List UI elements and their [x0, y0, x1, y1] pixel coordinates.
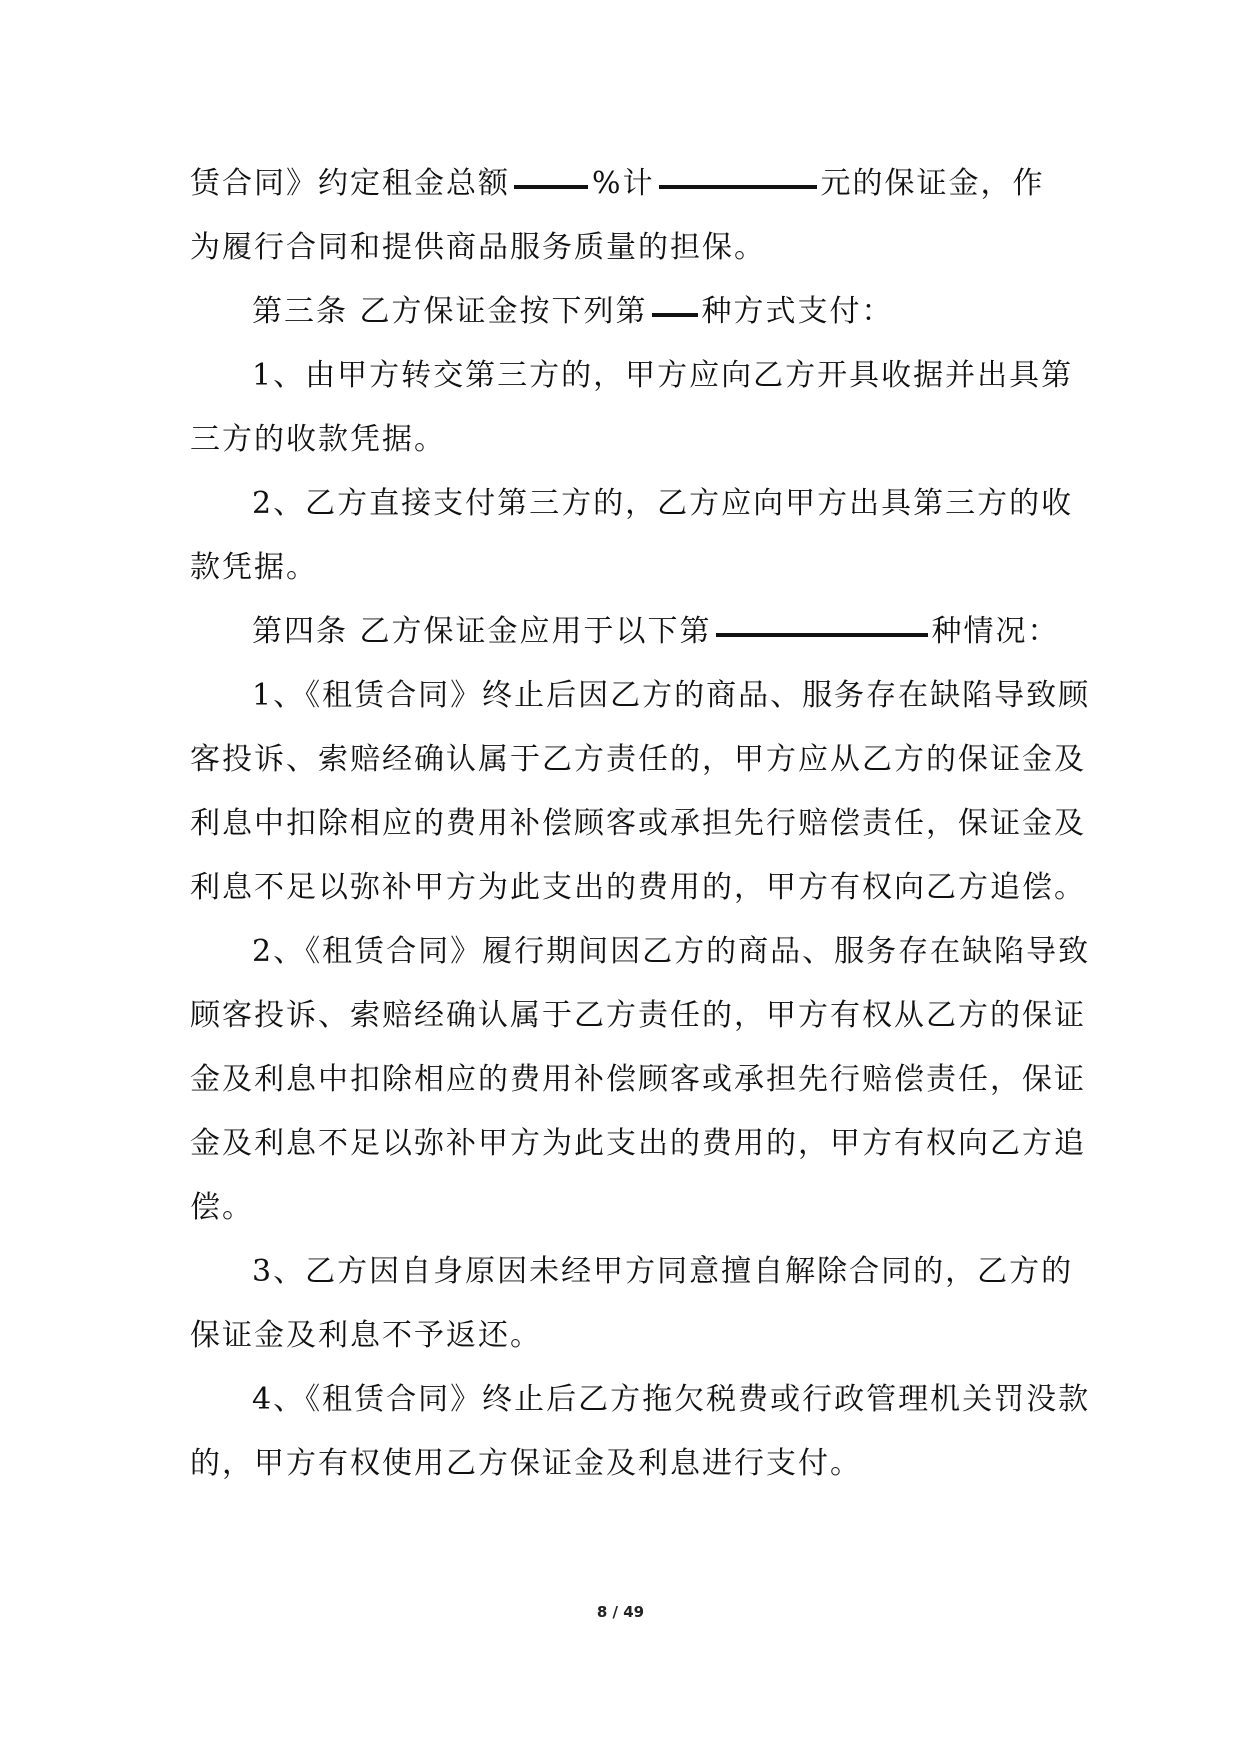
text-line: 金及利息不足以弥补甲方为此支出的费用的，甲方有权向乙方追: [190, 1126, 1086, 1161]
article-heading-3: [190, 280, 1050, 344]
text-segment: 种情况：: [931, 614, 1060, 649]
fill-in-blank: [514, 163, 588, 189]
text-line: 顾客投诉、索赔经确认属于乙方责任的，甲方有权从乙方的保证: [190, 998, 1086, 1033]
text-line: 2、《租赁合同》履行期间因乙方的商品、服务存在缺陷导致: [252, 934, 1091, 969]
document-body: [190, 152, 1091, 1496]
text-segment: 赁合同》约定租金总额: [190, 166, 510, 201]
text-line: 1、《租赁合同》终止后因乙方的商品、服务存在缺陷导致顾: [252, 678, 1091, 713]
text-line: 金及利息中扣除相应的费用补偿顾客或承担先行赔偿责任，保证: [190, 1062, 1086, 1097]
text-segment: 元的保证金，作: [820, 166, 1045, 201]
text-line: 2、乙方直接支付第三方的，乙方应向甲方出具第三方的收: [252, 486, 1074, 521]
text-line: 1、由甲方转交第三方的，甲方应向乙方开具收据并出具第: [252, 358, 1074, 393]
text-line: 利息中扣除相应的费用补偿顾客或承担先行赔偿责任，保证金及: [190, 806, 1086, 841]
fill-in-blank: [659, 163, 817, 189]
fill-in-blank: [716, 611, 928, 637]
text-line: 的，甲方有权使用乙方保证金及利息进行支付。: [190, 1446, 862, 1481]
text-segment: %计: [592, 166, 655, 201]
text-line: 偿。: [190, 1190, 254, 1225]
article-heading-4: [190, 600, 1060, 664]
fill-in-blank: [652, 291, 698, 317]
text-line: [190, 152, 1050, 216]
page-number: 8 / 49: [596, 1603, 645, 1621]
text-segment: 第三条 乙方保证金按下列第: [252, 294, 648, 329]
text-segment: 第四条 乙方保证金应用于以下第: [252, 614, 712, 649]
text-line: 款凭据。: [190, 550, 318, 585]
text-line: 4、《租赁合同》终止后乙方拖欠税费或行政管理机关罚没款: [252, 1382, 1091, 1417]
text-segment: 种方式支付：: [701, 294, 894, 329]
text-line: 3、乙方因自身原因未经甲方同意擅自解除合同的，乙方的: [252, 1254, 1074, 1289]
text-line: 利息不足以弥补甲方为此支出的费用的，甲方有权向乙方追偿。: [190, 870, 1086, 905]
text-line: 客投诉、索赔经确认属于乙方责任的，甲方应从乙方的保证金及: [190, 742, 1086, 777]
text-line: 三方的收款凭据。: [190, 422, 446, 457]
text-line: 保证金及利息不予返还。: [190, 1318, 542, 1353]
text-line: 为履行合同和提供商品服务质量的担保。: [190, 230, 766, 265]
